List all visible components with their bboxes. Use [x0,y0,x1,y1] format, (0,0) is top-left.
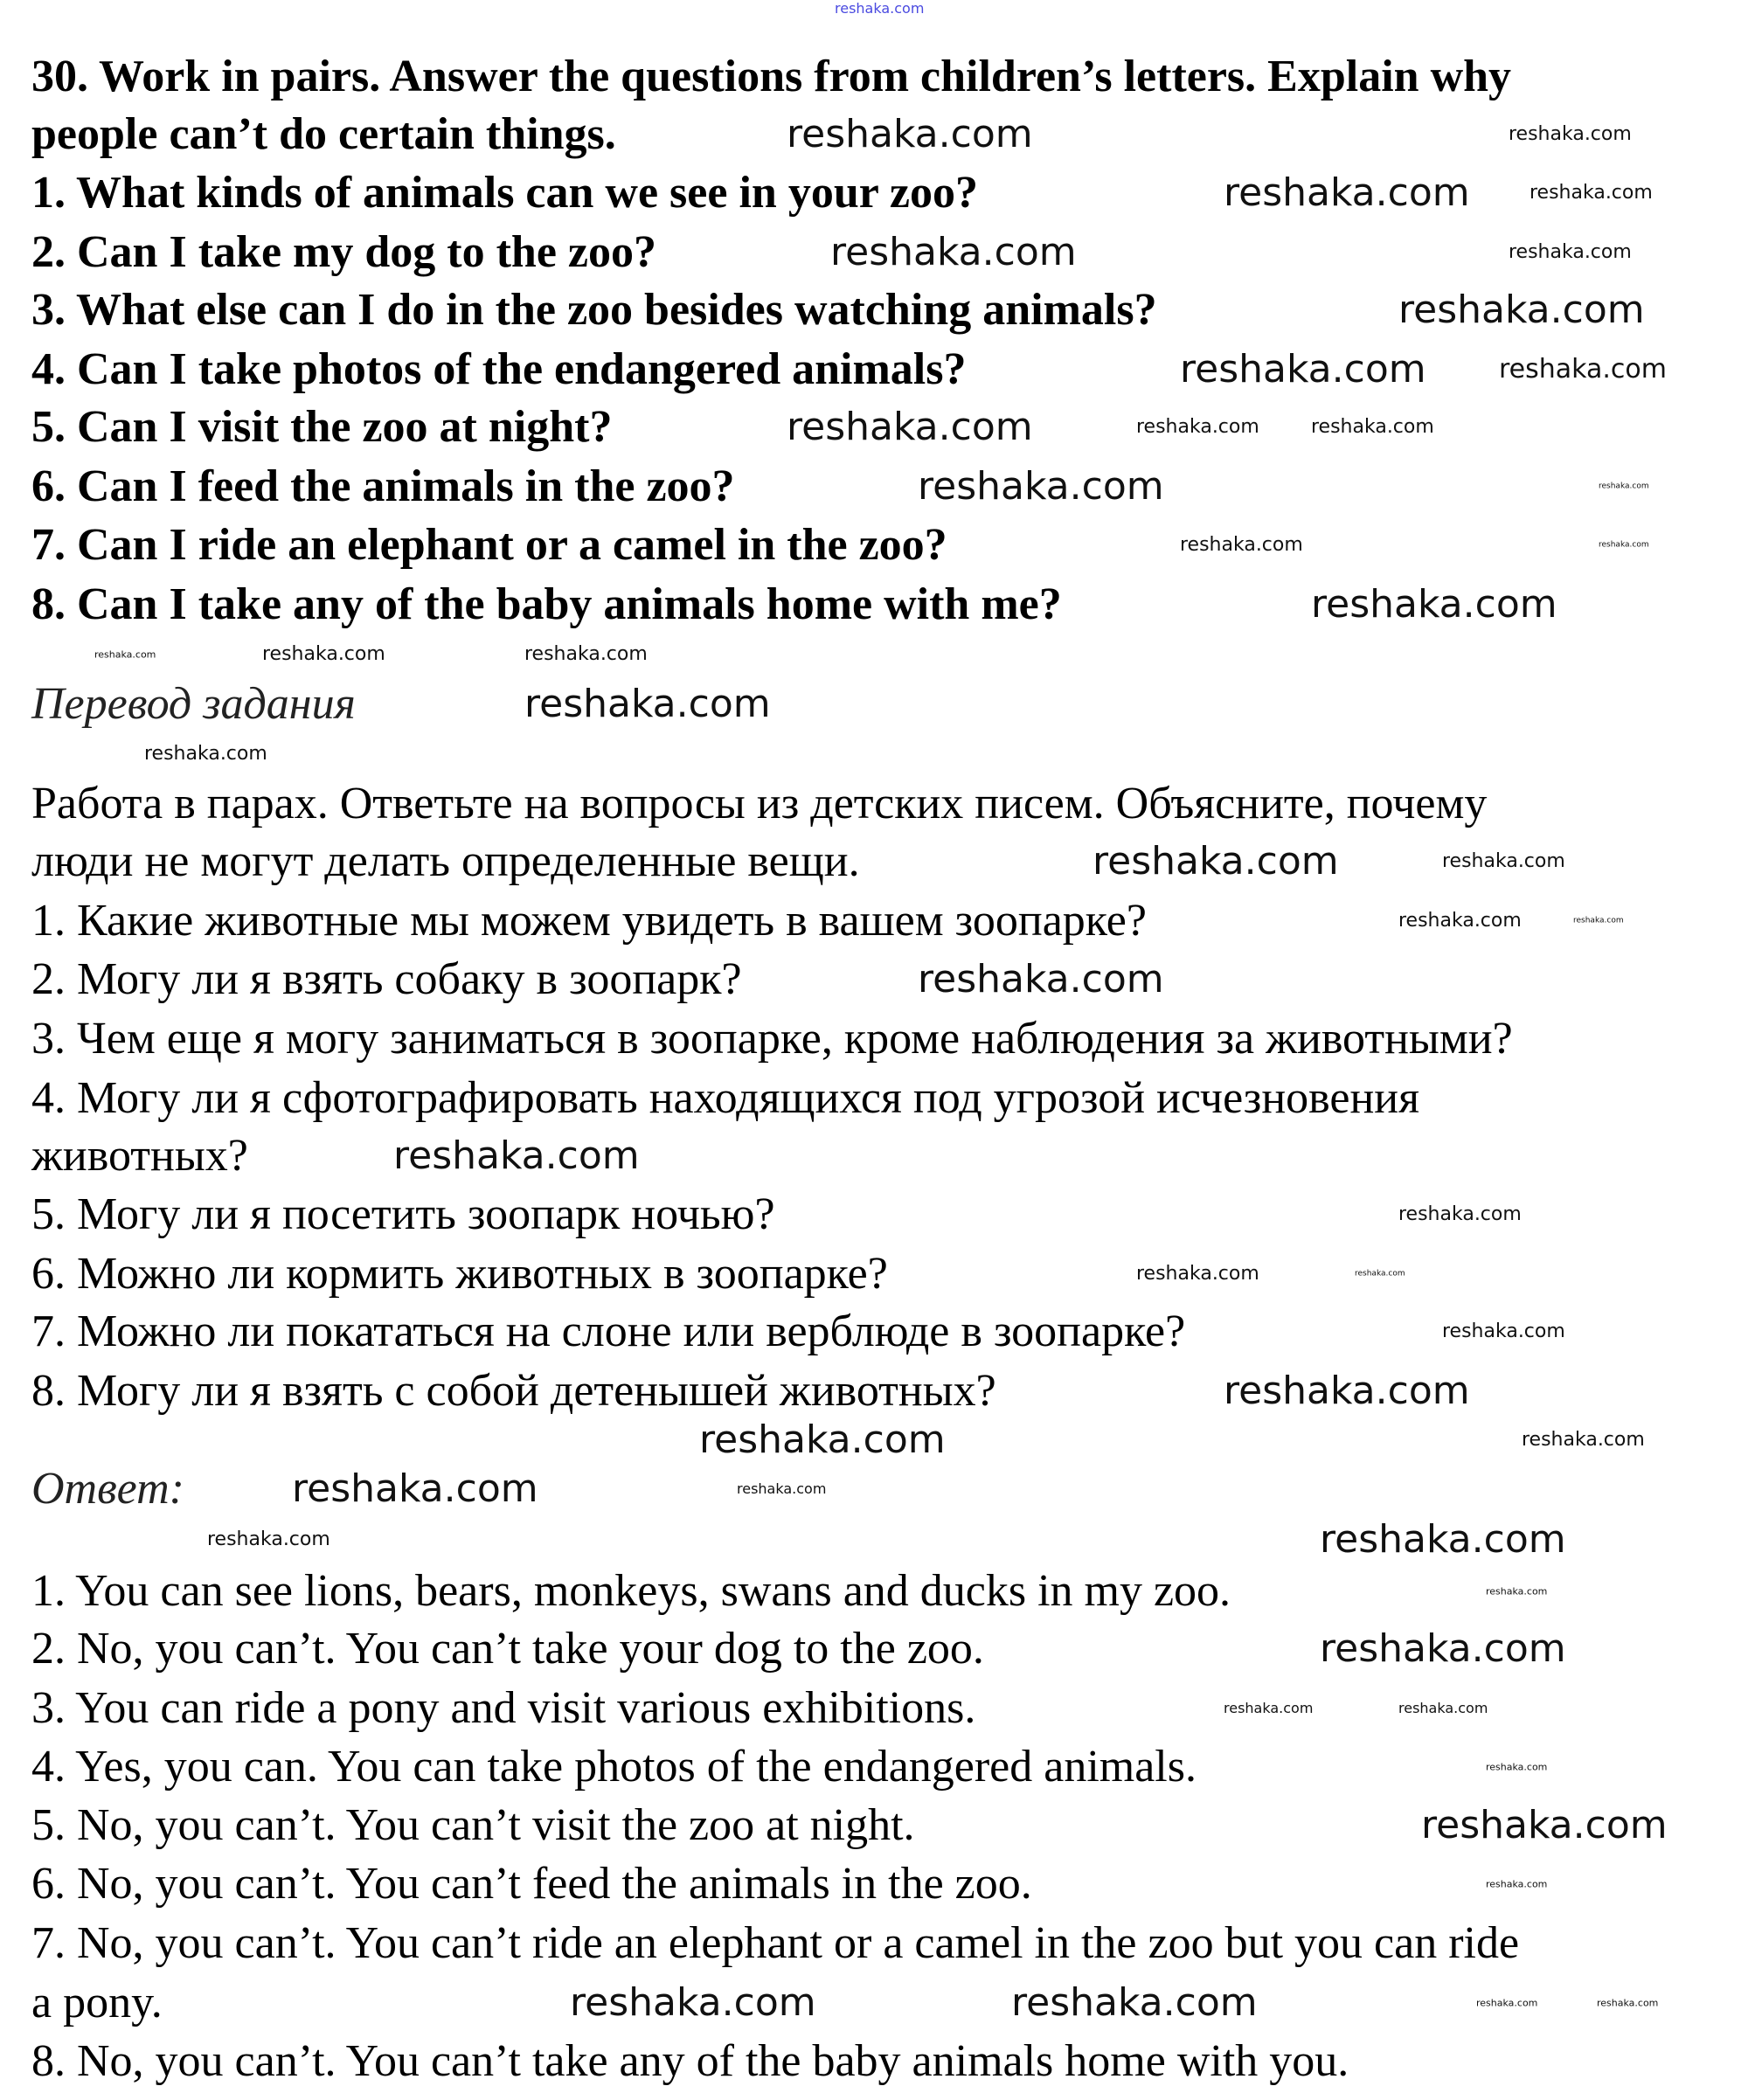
watermark: reshaka.com [144,743,267,765]
watermark: reshaka.com [699,1417,946,1462]
question: 2. Can I take my dog to the zoo? [31,227,656,277]
translation-line: 1. Какие животные мы можем увидеть в вашем зоопарке? [31,896,1147,946]
watermark: reshaka.com [393,1133,640,1178]
watermark: reshaka.com [1530,182,1653,204]
question: 4. Can I take photos of the endangered animals? [31,344,967,394]
translation-line: 5. Могу ли я посетить зоопарк ночью? [31,1189,775,1239]
watermark: reshaka.com [918,464,1164,509]
answer-line: a pony. [31,1978,163,2027]
watermark: reshaka.com [737,1480,827,1497]
watermark: reshaka.com [1320,1626,1566,1671]
watermark: reshaka.com [1421,1803,1668,1847]
watermark: reshaka.com [1522,1429,1645,1451]
watermark: reshaka.com [1398,288,1645,332]
translation-line: 6. Можно ли кормить животных в зоопарке? [31,1249,888,1299]
watermark: reshaka.com [1311,416,1434,438]
watermark: reshaka.com [1499,354,1667,385]
watermark: reshaka.com [918,957,1164,1001]
watermark: reshaka.com [1136,416,1259,438]
watermark: reshaka.com [1224,1700,1314,1716]
question: 1. What kinds of animals can we see in your zoo? [31,168,978,218]
question: 8. Can I take any of the baby animals home with me? [31,579,1062,629]
watermark: reshaka.com [1224,1369,1470,1413]
watermark: reshaka.com [835,0,925,17]
answer-line: 2. No, you can’t. You can’t take your dog to the zoo. [31,1624,984,1674]
watermark: reshaka.com [1509,241,1632,263]
watermark: reshaka.com [787,112,1033,156]
watermark: reshaka.com [787,405,1033,449]
watermark: reshaka.com [524,643,648,665]
answer-line: 8. No, you can’t. You can’t take any of the baby animals home with you. [31,2036,1349,2086]
translation-line: 3. Чем еще я могу заниматься в зоопарке, кроме наблюдения за животными? [31,1014,1513,1064]
translation-line: 2. Могу ли я взять собаку в зоопарк? [31,954,742,1004]
watermark: reshaka.com [292,1466,538,1511]
answer-line: 7. No, you can’t. You can’t ride an elephant or a camel in the zoo but you can ride [31,1918,1520,1968]
watermark: reshaka.com [1180,534,1303,556]
question: 6. Can I feed the animals in the zoo? [31,461,735,511]
watermark: reshaka.com [1573,916,1624,925]
watermark: reshaka.com [1224,170,1470,215]
watermark: reshaka.com [1599,540,1649,550]
question: 3. What else can I do in the zoo besides watching animals? [31,285,1157,335]
watermark: reshaka.com [1180,347,1426,392]
watermark: reshaka.com [1476,1997,1538,2009]
watermark: reshaka.com [1136,1263,1259,1285]
watermark: reshaka.com [1398,1700,1488,1716]
watermark: reshaka.com [1486,1761,1548,1773]
answer-line: 6. No, you can’t. You can’t feed the animals in the zoo. [31,1859,1032,1909]
question: 7. Can I ride an elephant or a camel in the zoo? [31,520,947,570]
translation-line: 7. Можно ли покататься на слоне или верблюде в зоопарке? [31,1306,1186,1356]
watermark: reshaka.com [1398,1203,1522,1225]
watermark: reshaka.com [1442,1320,1565,1342]
watermark: reshaka.com [1320,1517,1566,1562]
translation-heading: Перевод задания [31,679,356,729]
watermark: reshaka.com [1486,1878,1548,1890]
watermark: reshaka.com [1486,1585,1548,1598]
watermark: reshaka.com [1442,850,1565,872]
watermark: reshaka.com [1599,482,1649,491]
answer-line: 5. No, you can’t. You can’t visit the zoo at night. [31,1800,915,1850]
translation-line: люди не могут делать определенные вещи. [31,836,860,886]
question: 5. Can I visit the zoo at night? [31,402,613,452]
watermark: reshaka.com [1092,839,1339,884]
watermark: reshaka.com [1398,910,1522,932]
watermark: reshaka.com [1311,582,1557,627]
task-title-line: people can’t do certain things. [31,109,616,159]
translation-line: 8. Могу ли я взять с собой детенышей животных? [31,1366,996,1416]
watermark: reshaka.com [94,648,156,661]
watermark: reshaka.com [1355,1269,1405,1279]
translation-line: животных? [31,1131,248,1181]
watermark: reshaka.com [1509,123,1632,145]
translation-line: Работа в парах. Ответьте на вопросы из детских писем. Объясните, почему [31,779,1488,828]
watermark: reshaka.com [207,1528,330,1550]
watermark: reshaka.com [262,643,385,665]
watermark: reshaka.com [1597,1997,1659,2009]
task-title-line: 30. Work in pairs. Answer the questions from children’s letters. Explain why [31,52,1512,101]
answer-line: 1. You can see lions, bears, monkeys, swans and ducks in my zoo. [31,1566,1231,1616]
watermark: reshaka.com [830,230,1077,274]
watermark: reshaka.com [1011,1980,1258,2025]
translation-line: 4. Могу ли я сфотографировать находящихся под угрозой исчезновения [31,1073,1420,1123]
watermark: reshaka.com [524,682,771,726]
answer-line: 3. You can ride a pony and visit various exhibitions. [31,1683,976,1733]
answer-heading: Ответ: [31,1464,184,1514]
answer-line: 4. Yes, you can. You can take photos of the endangered animals. [31,1742,1197,1792]
watermark: reshaka.com [570,1980,816,2025]
